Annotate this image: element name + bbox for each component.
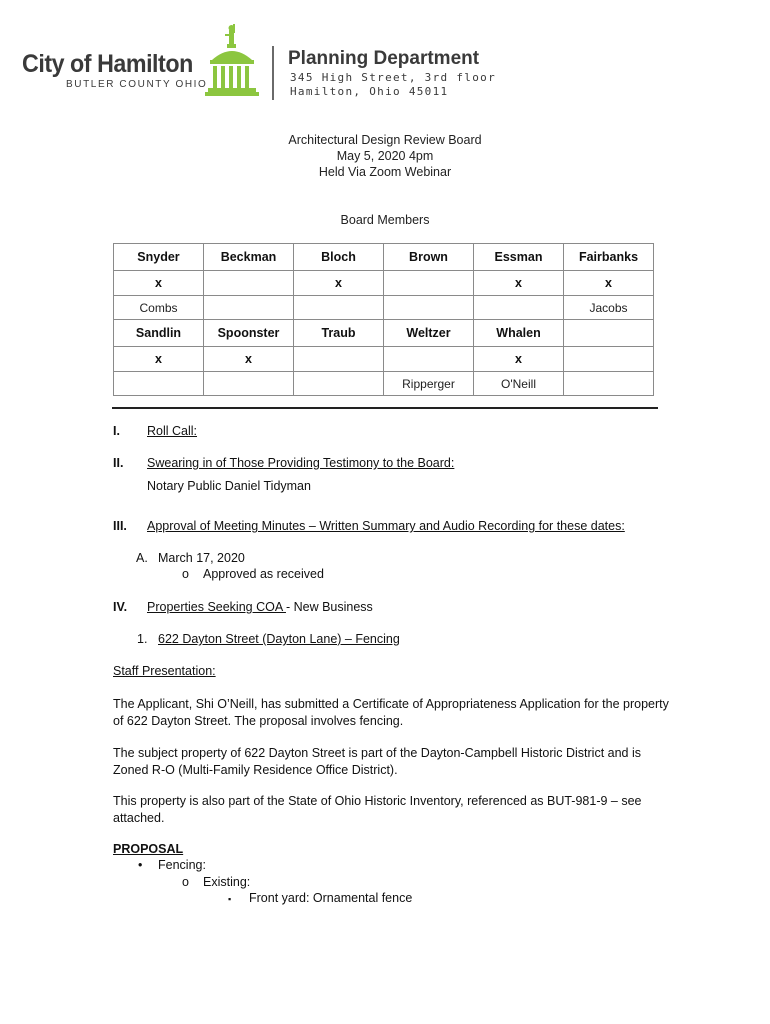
agenda-approval-minutes: Approval of Meeting Minutes – Written Summary and Audio Recording for these dates: [147,519,625,533]
agenda-properties-coa [147,600,373,614]
property-item-title: 622 Dayton Street (Dayton Lane) – Fencing [158,632,400,646]
alternate-name [294,372,384,396]
member-name: Essman [474,244,564,271]
paragraph-inventory: This property is also part of the State of Ohio Historic Inventory, referenced as BUT-981-9 – see attached. [113,794,642,825]
section-divider [112,407,658,409]
minutes-date: March 17, 2020 [158,551,245,565]
table-row [114,296,654,320]
sub-item-letter: A. [136,551,148,565]
bullet-square: ▪ [228,894,232,904]
proposal-heading: PROPOSAL [113,842,184,856]
member-name: Traub [294,320,384,347]
member-name: Spoonster [204,320,294,347]
attendance-mark: x [474,271,564,296]
bullet-dot: • [138,858,143,872]
attendance-mark: x [114,347,204,372]
logo-city-name: City of Hamilton [22,50,193,78]
bullet-circle: o [182,875,189,889]
address-line-1: 345 High Street, 3rd floor [290,71,496,84]
alternate-name [384,296,474,320]
attendance-mark [384,271,474,296]
attendance-mark: x [564,271,654,296]
department-title: Planning Department [288,48,480,69]
alternate-name [564,372,654,396]
logo-county-name: BUTLER COUNTY OHIO [66,79,208,90]
attendance-mark: x [474,347,564,372]
alternate-name: O'Neill [474,372,564,396]
meeting-date: May 5, 2020 4pm [336,149,434,163]
alternate-name [204,296,294,320]
address-line-2: Hamilton, Ohio 45011 [290,85,449,98]
member-name: Whalen [474,320,564,347]
sub-bullet: o [182,567,189,581]
properties-coa-label: Properties Seeking COA [147,600,286,614]
alternate-name [474,296,564,320]
attendance-mark: x [204,347,294,372]
table-row [114,244,654,271]
attendance-mark [204,271,294,296]
member-name: Brown [384,244,474,271]
attendance-mark [294,347,384,372]
agenda-item-number: I. [113,424,120,438]
table-row [114,372,654,396]
table-row [114,347,654,372]
proposal-existing: Existing: [203,875,251,889]
alternate-name [294,296,384,320]
member-name: Snyder [114,244,204,271]
agenda-item-number: III. [113,519,127,533]
member-name: Fairbanks [564,244,654,271]
meeting-location: Held Via Zoom Webinar [318,165,452,179]
agenda-item-number: II. [113,456,124,470]
alternate-name [204,372,294,396]
table-row [114,320,654,347]
agenda-item-number: IV. [113,600,128,614]
staff-presentation-heading: Staff Presentation: [113,664,216,678]
member-name [564,320,654,347]
paragraph-district: The subject property of 622 Dayton Street is part of the Dayton-Campbell Historic District and is Zoned R-O (Multi-Family Residence Office District). [113,746,642,777]
member-name: Weltzer [384,320,474,347]
new-business-label: - New Business [285,600,373,614]
courthouse-statue-icon [202,24,262,102]
members-heading: Board Members [340,213,430,227]
member-name: Sandlin [114,320,204,347]
attendance-mark [384,347,474,372]
alternate-name [114,372,204,396]
agenda-roll-call: Roll Call: [147,424,198,438]
attendance-mark [564,347,654,372]
proposal-front-yard: Front yard: Ornamental fence [249,891,413,905]
proposal-fencing: Fencing: [158,858,206,872]
notary-public: Notary Public Daniel Tidyman [147,479,311,493]
sub-item-number: 1. [137,632,148,646]
table-row [114,271,654,296]
header-divider [272,46,274,100]
attendance-mark: x [294,271,384,296]
minutes-status: Approved as received [203,567,324,581]
member-name: Beckman [204,244,294,271]
alternate-name: Ripperger [384,372,474,396]
member-name: Bloch [294,244,384,271]
board-members-table [113,243,654,396]
paragraph-applicant: The Applicant, Shi O’Neill, has submitted a Certificate of Appropriateness Application for the property of 622 Dayton Street. The proposal involves fencing. [113,697,669,728]
alternate-name: Combs [114,296,204,320]
agenda-swearing-in: Swearing in of Those Providing Testimony to the Board: [147,456,455,470]
attendance-mark: x [114,271,204,296]
board-name: Architectural Design Review Board [288,133,482,147]
alternate-name: Jacobs [564,296,654,320]
